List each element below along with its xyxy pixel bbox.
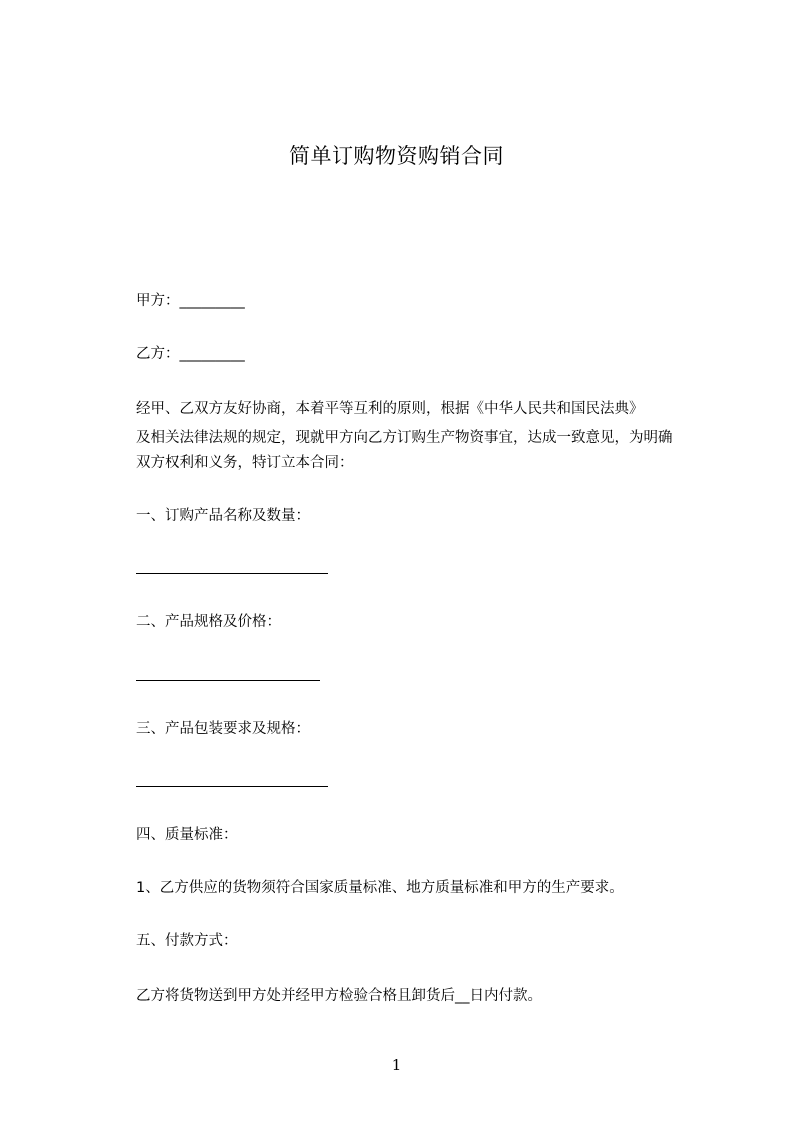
section-5-text: 乙方将货物送到甲方处并经甲方检验合格且卸货后__日内付款。 [136,988,542,1004]
section-2-blank-line [136,680,320,681]
party-a-line: 甲方：_________ [136,293,245,309]
section-1-heading: 一、订购产品名称及数量： [136,508,310,524]
section-3-blank-line [136,786,328,787]
party-b-line: 乙方：_________ [136,346,245,362]
section-1-blank-line [136,573,328,574]
intro-paragraph-line-2: 及相关法律法规的规定，现就甲方向乙方订购生产物资事宜，达成一致意见，为明确 [136,430,673,446]
document-title: 简单订购物资购销合同 [289,144,504,168]
section-3-heading: 三、产品包装要求及规格： [136,721,310,737]
section-4-item-1: 1、乙方供应的货物须符合国家质量标准、地方质量标准和甲方的生产要求。 [136,880,624,896]
section-2-heading: 二、产品规格及价格： [136,614,281,630]
intro-paragraph-line-1: 经甲、乙双方友好协商，本着平等互利的原则，根据《中华人民共和国民法典》 [136,401,644,417]
intro-paragraph-line-3: 双方权利和义务，特订立本合同： [136,455,354,471]
section-5-heading: 五、付款方式： [136,933,238,949]
page-number: 1 [391,1056,402,1074]
section-4-heading: 四、质量标准： [136,827,238,843]
